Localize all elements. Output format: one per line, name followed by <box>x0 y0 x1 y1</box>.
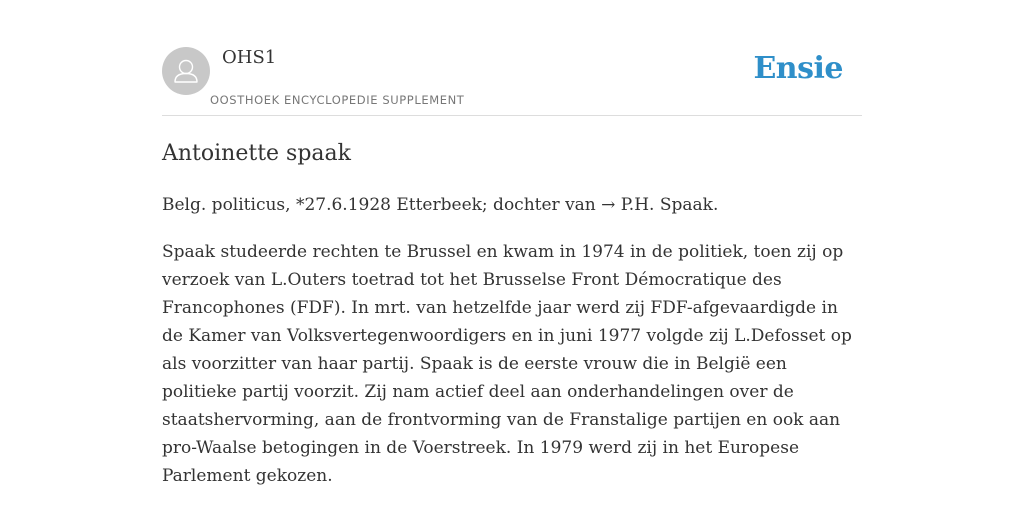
user-name[interactable]: OHS1 <box>222 47 277 68</box>
entry-header <box>162 46 862 116</box>
avatar[interactable] <box>162 47 210 95</box>
body-paragraph: Spaak studeerde rechten te Brussel en kwam in 1974 in de politiek, toen zij op verzoek van L.Outers toetrad tot het Brusselse Front Démocratique des Francophones (FDF). In mrt. van hetzelfde jaar werd zij FDF-afgevaardigde in de Kamer van Volksvertegenwoordigers en in juni 1977 volgde zij L.Defosset op als voorzitter van haar partij. Spaak is de eerste vrouw die in België een politieke partij voorzit. Zij nam actief deel aan onderhandelingen over de staatshervorming, aan de frontvorming van de Franstalige partijen en ook aan pro-Waalse betogingen in de Voerstreek. In 1979 werd zij in het Europese Parlement gekozen. <box>162 242 852 486</box>
page-title: Antoinette spaak <box>162 141 351 166</box>
source-name[interactable]: OOSTHOEK ENCYCLOPEDIE SUPPLEMENT <box>210 93 465 107</box>
ensie-logo[interactable]: Ensie <box>753 51 843 86</box>
lead-paragraph: Belg. politicus, *27.6.1928 Etterbeek; dochter van → P.H. Spaak. <box>162 195 719 215</box>
user-placeholder-icon <box>162 47 210 95</box>
article <box>162 138 862 490</box>
